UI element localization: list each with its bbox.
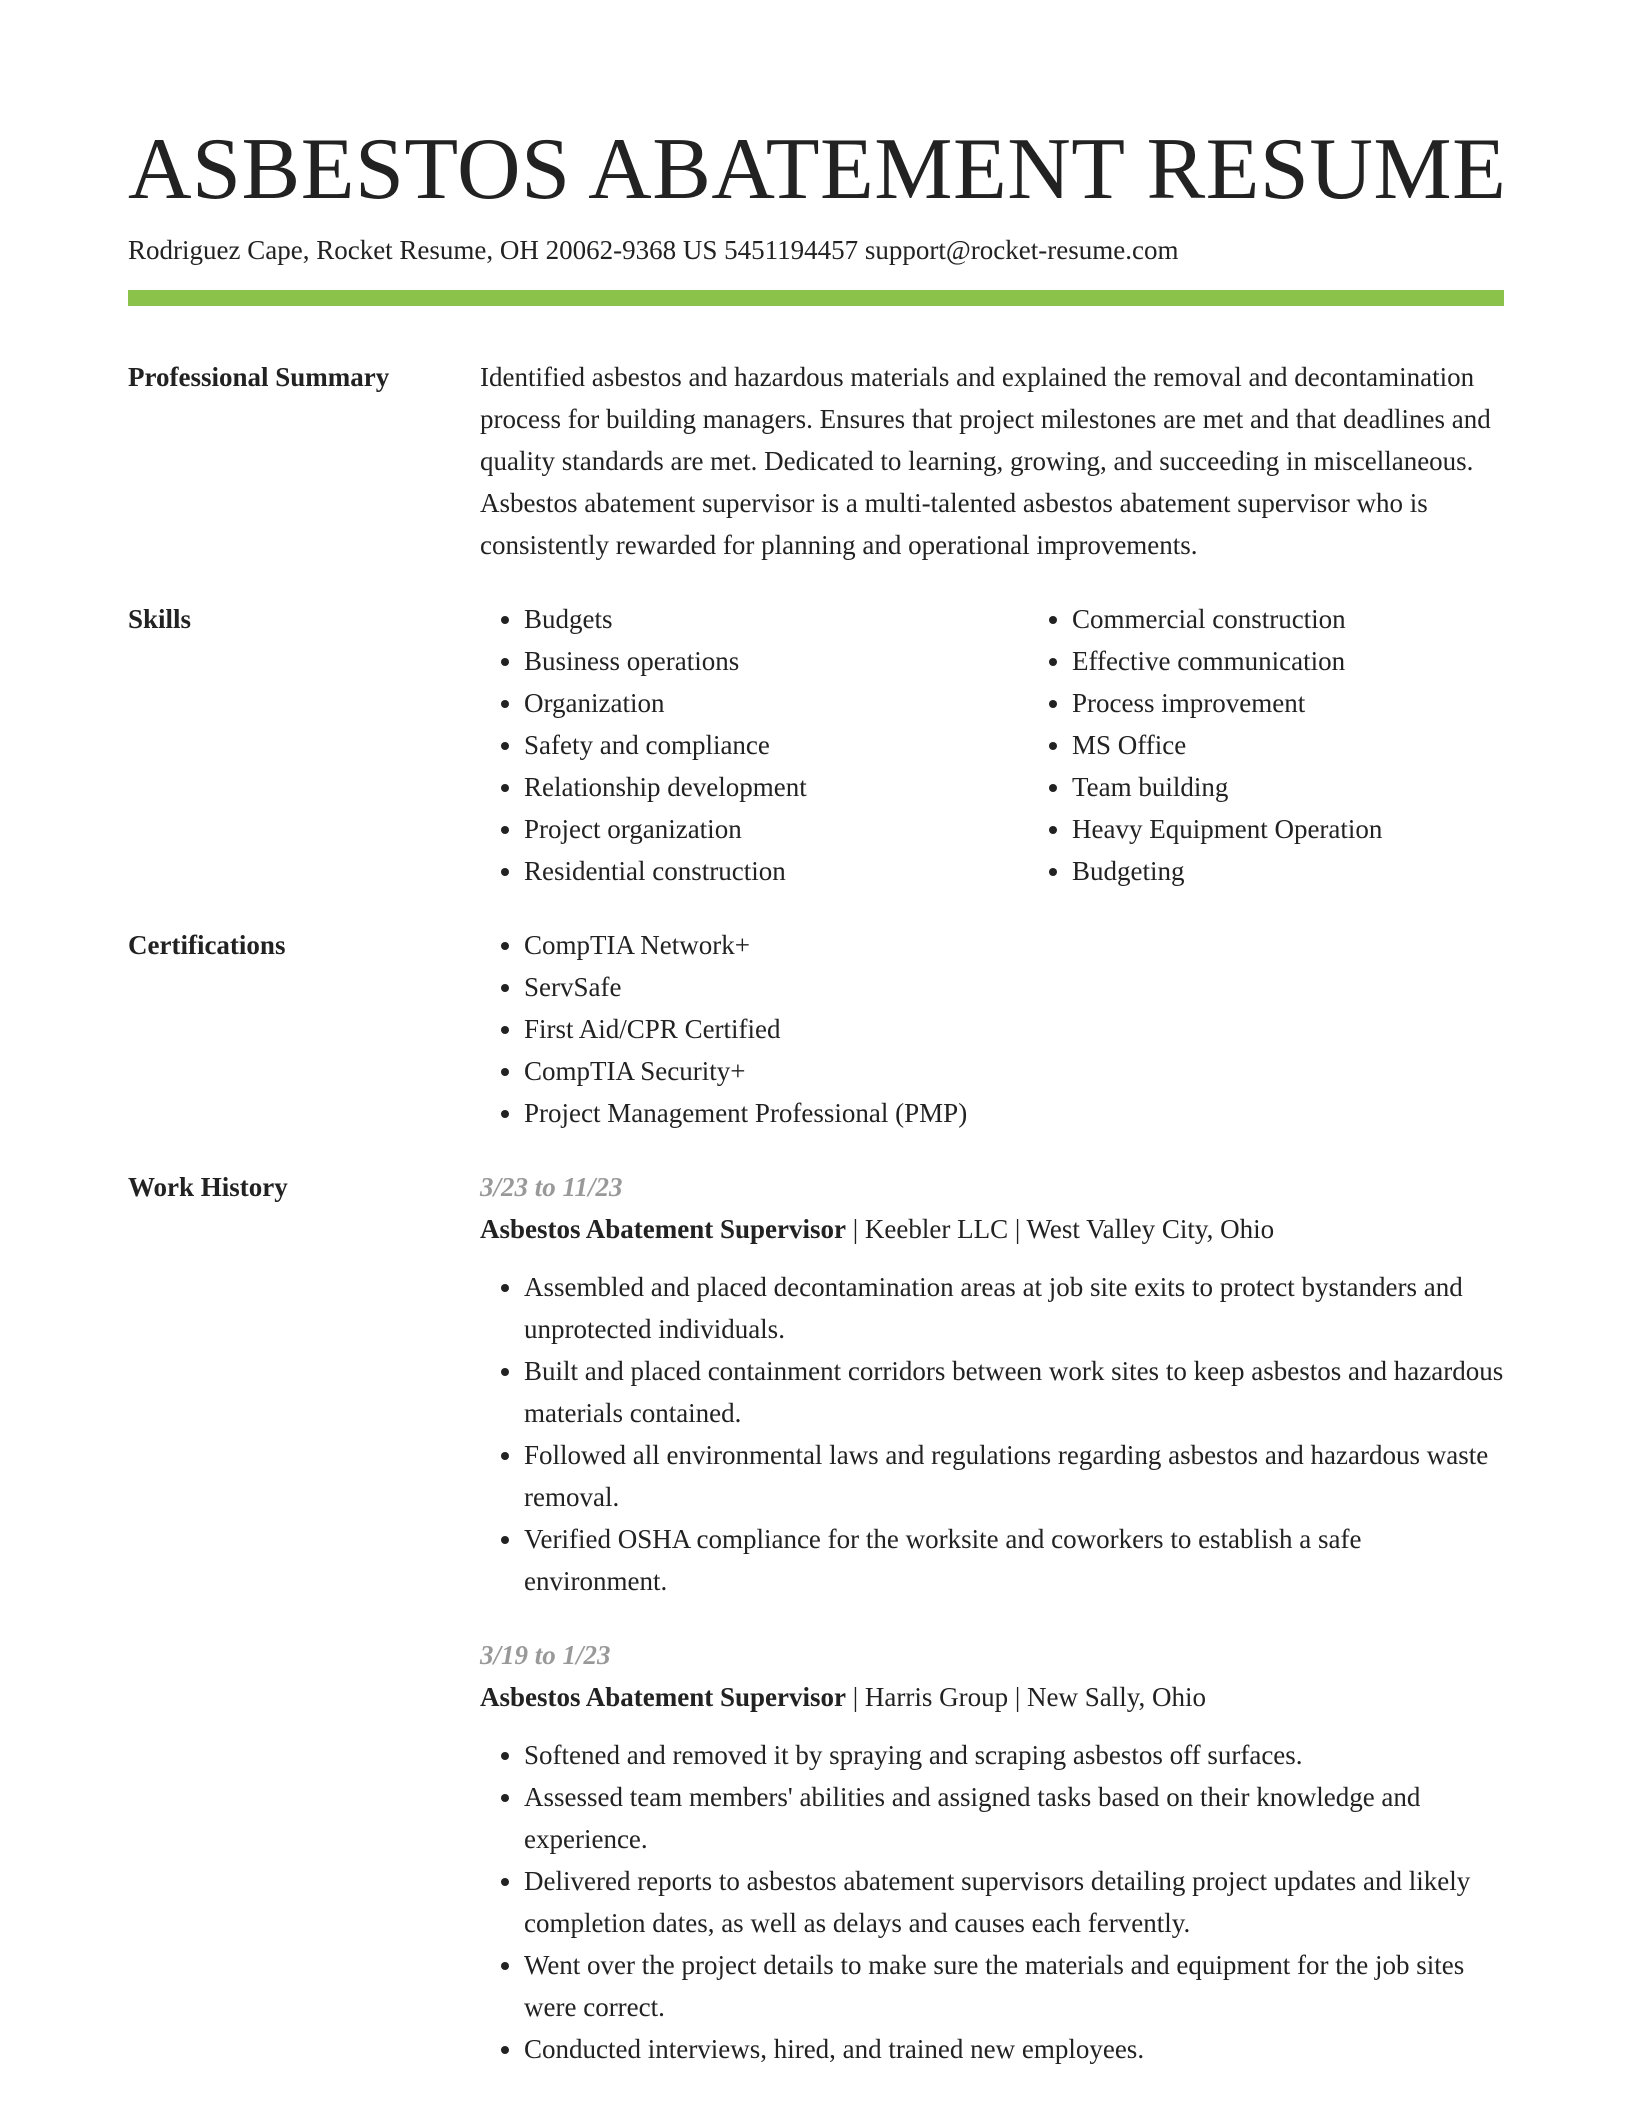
section-label-certifications: Certifications [128,930,286,960]
skills-section [128,598,1504,892]
certification-item: • CompTIA Network+ [524,924,1504,966]
job-bullet-list [480,1734,1504,2070]
job-company-line: | Harris Group | New Sally, Ohio [846,1682,1207,1712]
contact-email: support@rocket-resume.com [864,235,1179,265]
skill-item: • Residential construction [524,850,1028,892]
skill-item: • Team building [1072,766,1576,808]
skill-item: • Organization [524,682,1028,724]
certification-item: • ServSafe [524,966,1504,1008]
skill-item: • Budgets [524,598,1028,640]
job-bullet: • Assessed team members' abilities and assigned tasks based on their knowledge and experience. [524,1776,1504,1860]
skill-item: • Project organization [524,808,1028,850]
job-bullet: • Went over the project details to make sure the materials and equipment for the job sites were correct. [524,1944,1504,2028]
certification-item: • First Aid/CPR Certified [524,1008,1504,1050]
header-divider [128,290,1504,306]
skill-item: • Business operations [524,640,1028,682]
skill-item: • Budgeting [1072,850,1576,892]
skill-item: • Relationship development [524,766,1028,808]
resume-page [128,0,1507,2070]
contact-phone: 5451194457 [724,235,859,265]
contact-address: Rodriguez Cape, Rocket Resume, OH 20062-9368 US [128,235,718,265]
certification-item: • CompTIA Security+ [524,1050,1504,1092]
job-entry [480,1166,1504,1602]
skill-item: • Effective communication [1072,640,1576,682]
job-bullet: • Softened and removed it by spraying and scraping asbestos off surfaces. [524,1734,1504,1776]
work-history-section [128,1166,1504,2070]
skill-item: • Heavy Equipment Operation [1072,808,1576,850]
section-label-skills: Skills [128,604,192,634]
skill-item: • MS Office [1072,724,1576,766]
skill-item: • Commercial construction [1072,598,1576,640]
skills-list-col1 [480,598,1028,892]
skill-item: • Process improvement [1072,682,1576,724]
job-entry [480,1634,1504,2070]
job-title: Asbestos Abatement Supervisor [480,1682,847,1712]
job-bullet: • Built and placed containment corridors between work sites to keep asbestos and hazardous materials contained. [524,1350,1504,1434]
job-bullet: • Assembled and placed decontamination areas at job site exits to protect bystanders and unprotected individuals. [524,1266,1504,1350]
resume-title: ASBESTOS ABATEMENT RESUME [128,121,1507,218]
job-heading [480,1676,1504,1718]
summary-section [128,356,1504,566]
section-label-work-history: Work History [128,1172,288,1202]
job-bullet: • Conducted interviews, hired, and trained new employees. [524,2028,1504,2070]
job-bullet: • Verified OSHA compliance for the worksite and coworkers to establish a safe environment. [524,1518,1504,1602]
job-title: Asbestos Abatement Supervisor [480,1214,847,1244]
summary-text: Identified asbestos and hazardous materials and explained the removal and decontamination process for building managers. Ensures that project milestones are met and that deadlines and quality standards are met. Dedicated to learning, growing, and succeeding in miscellaneous. Asbestos abatement supervisor is a multi-talented asbestos abatement supervisor who is consistently rewarded for planning and operational improvements. [480,362,1491,560]
section-label-summary: Professional Summary [128,362,390,392]
job-bullet-list [480,1266,1504,1602]
job-company-line: | Keebler LLC | West Valley City, Ohio [846,1214,1275,1244]
certifications-section [128,924,1504,1134]
job-bullet: • Followed all environmental laws and regulations regarding asbestos and hazardous waste removal. [524,1434,1504,1518]
job-heading [480,1208,1504,1250]
skills-list-col2 [1028,598,1576,892]
contact-line [128,232,1504,268]
job-dates: 3/23 to 11/23 [480,1172,623,1202]
job-bullet: • Delivered reports to asbestos abatement supervisors detailing project updates and likely completion dates, as well as delays and causes each fervently. [524,1860,1504,1944]
job-dates: 3/19 to 1/23 [480,1640,611,1670]
skill-item: • Safety and compliance [524,724,1028,766]
certification-item: • Project Management Professional (PMP) [524,1092,1504,1134]
certifications-list [480,924,1504,1134]
